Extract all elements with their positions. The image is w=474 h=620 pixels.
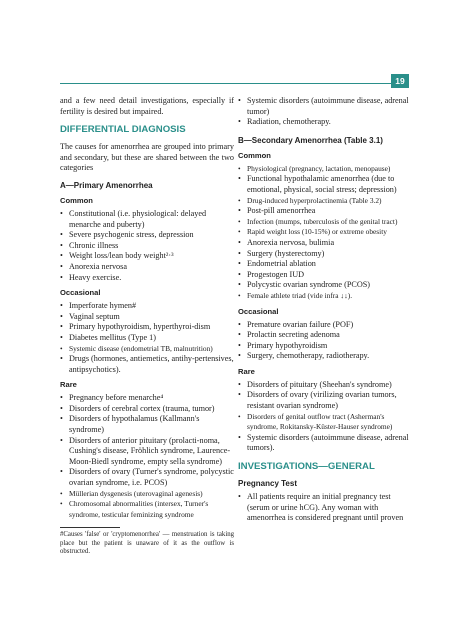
list-item: • Anorexia nervosa, bulimia — [238, 238, 413, 249]
list-item: • Prolactin secreting adenoma — [238, 330, 413, 341]
right-column — [238, 96, 413, 527]
list-item: • Drugs (hormones, antiemetics, antihy-pertensives, antipsychotics). — [60, 354, 234, 375]
list-item: • Disorders of cerebral cortex (trauma, tumor) — [60, 404, 234, 415]
list-item: • Rapid weight loss (10-15%) or extreme obesity — [238, 227, 413, 238]
list-item: • Primary hypothyroidism, hyperthyroi-dism — [60, 322, 234, 333]
list-item: • Imperforate hymen# — [60, 301, 234, 312]
label-common: Common — [238, 150, 271, 160]
list-primary-common — [60, 209, 234, 283]
list-item: • Drug-induced hyperprolactinemia (Table 3.2) — [238, 196, 413, 207]
list-item: • Systemic disorders (autoimmune disease, adrenal tumor) — [238, 96, 413, 117]
list-item: • Infection (mumps, tuberculosis of the genital tract) — [238, 217, 413, 228]
list-item: • Chromosomal abnormalities (intersex, Turner's syndrome, testicular feminizing syndrome — [60, 499, 234, 520]
label-occasional: Occasional — [60, 288, 101, 298]
list-item: • Disorders of pituitary (Sheehan's syndrome) — [238, 380, 413, 391]
section-heading-differential-diagnosis: DIFFERENTIAL DIAGNOSIS — [60, 124, 186, 136]
list-item: • Physiological (pregnancy, lactation, menopause) — [238, 164, 413, 175]
list-pregnancy-test — [238, 492, 413, 524]
list-secondary-rare — [238, 380, 413, 454]
list-item: • Functional hypothalamic amenorrhea (due to emotional, physical, social stress; depression) — [238, 174, 413, 195]
list-item: • Disorders of anterior pituitary (prolacti-noma, Cushing's disease, Fröhlich syndrome, Laurence-Moon-Biedl syndrome, empty sella syndrome) — [60, 436, 234, 468]
list-item: • Weight loss/lean body weight²·³ — [60, 251, 234, 262]
list-item: • Surgery (hysterectomy) — [238, 249, 413, 260]
list-item: • Disorders of ovary (virilizing ovarian tumors, resistant ovarian syndrome) — [238, 390, 413, 411]
list-item: • Disorders of hypothalamus (Kallmann's syndrome) — [60, 414, 234, 435]
list-item: • Systemic disorders (autoimmune disease, adrenal tumors). — [238, 433, 413, 454]
list-item: • Severe psychogenic stress, depression — [60, 230, 234, 241]
list-item: • Anorexia nervosa — [60, 262, 234, 273]
subheading-pregnancy-test: Pregnancy Test — [238, 479, 297, 489]
list-item: • Chronic illness — [60, 241, 234, 252]
list-item: • Progestogen IUD — [238, 270, 413, 281]
label-rare: Rare — [238, 366, 255, 376]
section-paragraph: The causes for amenorrhea are grouped into primary and secondary, but these are shared between the two categories — [60, 142, 234, 173]
footnote: #Causes 'false' or 'cryptomenorrhea' — menstruation is taking place but the patient is unaware of it as the outflow is obstructed. — [60, 531, 234, 556]
list-item: • Female athlete triad (vide infra ↓↓). — [238, 291, 413, 302]
list-item: • Premature ovarian failure (POF) — [238, 320, 413, 331]
list-item: • Disorders of ovary (Turner's syndrome, polycystic ovarian syndrome, i.e. PCOS) — [60, 467, 234, 488]
list-item: • Endometrial ablation — [238, 259, 413, 270]
list-primary-continued — [238, 96, 413, 128]
list-item: • Müllerian dysgenesis (uterovaginal agenesis) — [60, 489, 234, 500]
list-primary-occasional — [60, 301, 234, 375]
list-primary-rare — [60, 393, 234, 520]
section-heading-investigations: INVESTIGATIONS—GENERAL — [238, 461, 375, 473]
list-item: • Pregnancy before menarche⁴ — [60, 393, 234, 404]
footnote-rule — [60, 527, 120, 528]
label-common: Common — [60, 195, 93, 205]
list-item: • Heavy exercise. — [60, 273, 234, 284]
list-item: • Polycystic ovarian syndrome (PCOS) — [238, 280, 413, 291]
label-rare: Rare — [60, 380, 77, 390]
label-occasional: Occasional — [238, 306, 279, 316]
list-item: • Systemic disease (endometrial TB, malnutrition) — [60, 344, 234, 355]
list-secondary-occasional — [238, 320, 413, 362]
header-rule — [60, 83, 409, 84]
list-item: • Radiation, chemotherapy. — [238, 117, 413, 128]
list-item: • Post-pill amenorrhea — [238, 206, 413, 217]
list-item: • Primary hypothyroidism — [238, 341, 413, 352]
list-item: • Vaginal septum — [60, 312, 234, 323]
page-number: 19 — [391, 74, 409, 88]
list-item: • Constitutional (i.e. physiological: delayed menarche and puberty) — [60, 209, 234, 230]
list-item: • Diabetes mellitus (Type 1) — [60, 333, 234, 344]
subheading-secondary-amenorrhea: B—Secondary Amenorrhea (Table 3.1) — [238, 135, 383, 145]
list-item: • Surgery, chemotherapy, radiotherapy. — [238, 351, 413, 362]
list-item: • Disorders of genital outflow tract (Asherman's syndrome, Rokitansky-Küster-Hauser syndrome) — [238, 412, 413, 433]
intro-text: and a few need detail investigations, especially if fertility is desired but impaired. — [60, 96, 234, 116]
left-column — [60, 96, 234, 523]
list-item: • All patients require an initial pregnancy test (serum or urine hCG). Any woman with amenorrhea is considered pregnant until proven — [238, 492, 413, 524]
list-secondary-common — [238, 164, 413, 302]
subheading-primary-amenorrhea: A—Primary Amenorrhea — [60, 180, 153, 190]
